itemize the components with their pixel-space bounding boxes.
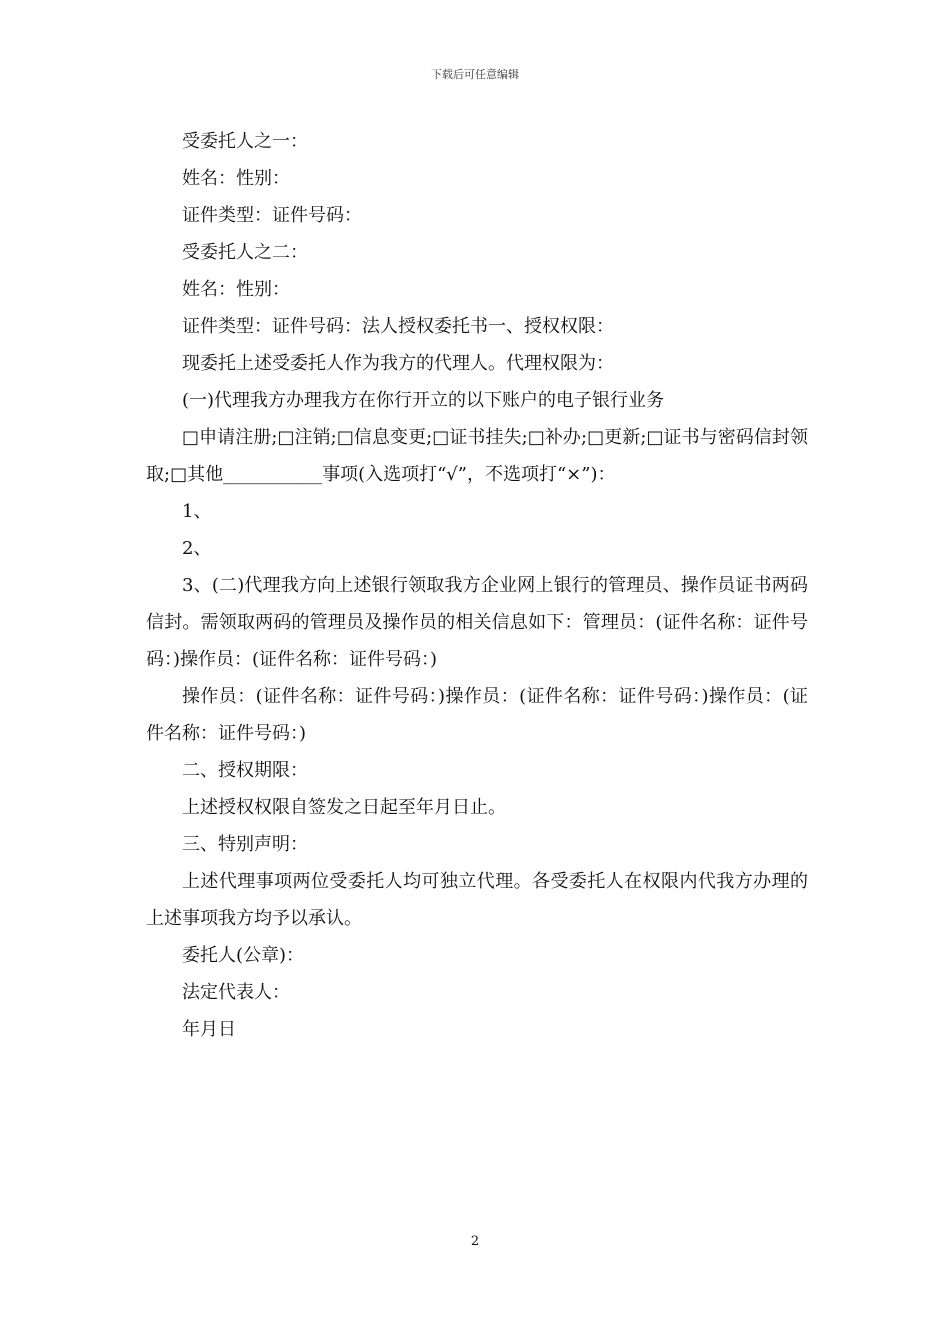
paragraph-special-statement-heading: 三、特别声明：: [182, 834, 308, 855]
paragraph-item-2: 2、: [182, 538, 212, 559]
paragraph-principal-seal: 委托人(公章)：: [182, 945, 305, 966]
paragraph-special-statement: 上述代理事项两位受委托人均可独立代理。各受委托人在权限内代我方办理的上述事项我方均予以承认。: [146, 871, 808, 929]
paragraph-item-1: 1、: [182, 501, 212, 522]
paragraph-operators: 操作员：(证件名称：证件号码：)操作员：(证件名称：证件号码：)操作员：(证件名称：证件号码：): [146, 686, 808, 744]
paragraph-name-gender-2: 姓名：性别：: [182, 279, 290, 300]
document-body: [146, 123, 808, 1048]
page-header: 下载后可任意编辑: [431, 68, 519, 81]
paragraph-date: 年月日: [182, 1019, 236, 1040]
paragraph-name-gender-1: 姓名：性别：: [182, 168, 290, 189]
paragraph-trustee-one-heading: 受委托人之一：: [182, 131, 308, 152]
paragraph-trustee-two-heading: 受委托人之二：: [182, 242, 308, 263]
paragraph-checkbox-options: □申请注册;□注销;□信息变更;□证书挂失;□补办;□更新;□证书与密码信封领取;□其他___________事项(入选项打“√”，不选项打“×”)：: [146, 427, 808, 485]
page-number: 2: [470, 1234, 480, 1249]
paragraph-section-one: (一)代理我方办理我方在你行开立的以下账户的电子银行业务: [182, 390, 665, 411]
paragraph-delegation-statement: 现委托上述受委托人作为我方的代理人。代理权限为：: [182, 353, 614, 374]
paragraph-authorization-period-heading: 二、授权期限：: [182, 760, 308, 781]
paragraph-item-3-section-two: 3、(二)代理我方向上述银行领取我方企业网上银行的管理员、操作员证书两码信封。需领取两码的管理员及操作员的相关信息如下：管理员：(证件名称：证件号码：)操作员：(证件名称：证件号码：): [146, 575, 808, 670]
paragraph-authorization-period: 上述授权权限自签发之日起至年月日止。: [182, 797, 506, 818]
paragraph-id-type-1: 证件类型：证件号码：: [182, 205, 362, 226]
paragraph-id-type-2: 证件类型：证件号码：法人授权委托书一、授权权限：: [182, 316, 614, 337]
paragraph-legal-representative: 法定代表人：: [182, 982, 290, 1003]
